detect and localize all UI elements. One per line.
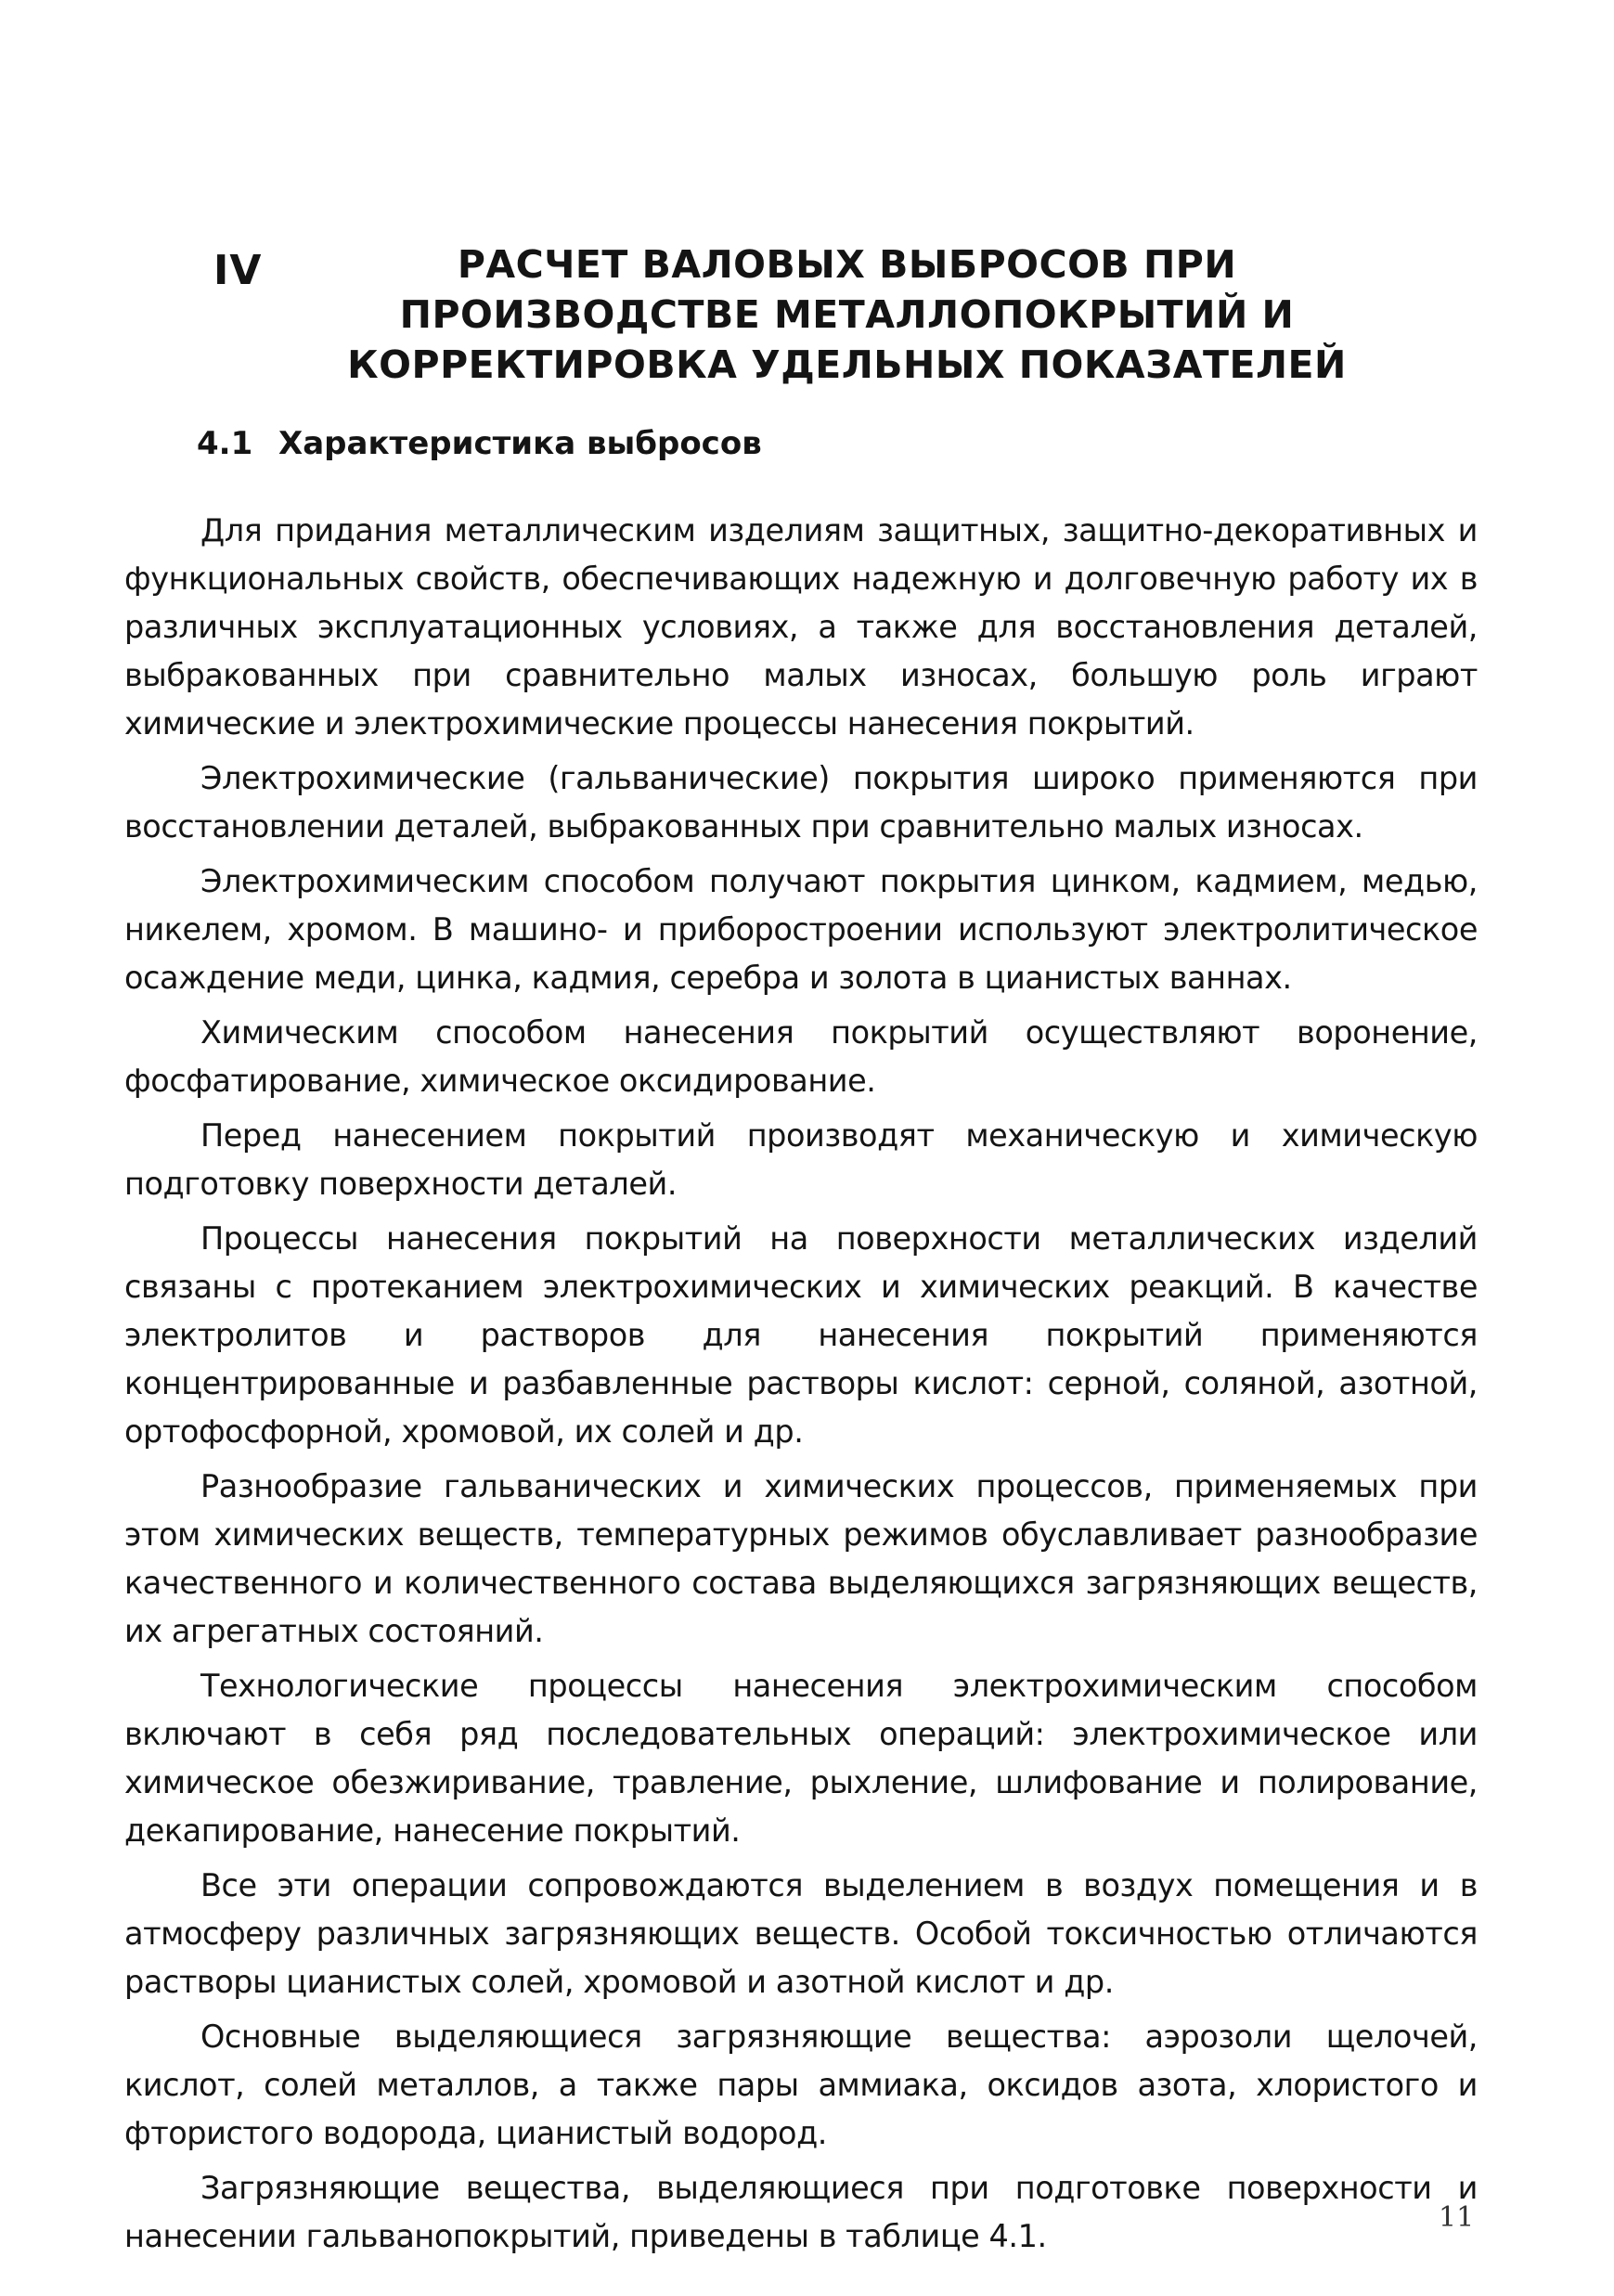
chapter-number: IV (213, 247, 263, 294)
page-number: 11 (1439, 2201, 1475, 2234)
paragraph: Перед нанесением покрытий производят механическую и химическую подготовку поверхности деталей. (124, 1117, 1478, 1202)
paragraph: Разнообразие гальванических и химических процессов, применяемых при этом химических веществ, температурных режимов обуславливает разнообразие качественного и количественного состава выделяющихся загрязняющих веществ, их агрегатных состояний. (124, 1468, 1478, 1649)
section-heading (197, 423, 762, 464)
chapter-title: РАСЧЕТ ВАЛОВЫХ ВЫБРОСОВ ПРИ ПРОИЗВОДСТВЕ МЕТАЛЛОПОКРЫТИЙ И КОРРЕКТИРОВКА УДЕЛЬНЫХ ПОКАЗАТЕЛЕЙ (347, 242, 1347, 387)
section-title: Характеристика выбросов (278, 425, 762, 462)
paragraph: Основные выделяющиеся загрязняющие вещества: аэрозоли щелочей, кислот, солей металлов, а также пары аммиака, оксидов азота, хлористого и фтористого водорода, цианистый водород. (124, 2019, 1478, 2151)
paragraph: Электрохимическим способом получают покрытия цинком, кадмием, медью, никелем, хромом. В машино- и приборостроении используют электролитическое осаждение меди, цинка, кадмия, серебра и золота в цианистых ваннах. (124, 863, 1478, 996)
paragraph: Для придания металлическим изделиям защитных, защитно-декоративных и функциональных свойств, обеспечивающих надежную и долговечную работу их в различных эксплуатационных условиях, а также для восстановления деталей, выбракованных при сравнительно малых износах, большую роль играют химические и электрохимические процессы нанесения покрытий. (124, 512, 1478, 742)
body-text (124, 507, 1478, 2267)
section-number: 4.1 (197, 425, 253, 462)
paragraph: Загрязняющие вещества, выделяющиеся при подготовке поверхности и нанесении гальванопокрытий, приведены в таблице 4.1. (124, 2170, 1478, 2254)
paragraph: Электрохимические (гальванические) покрытия широко применяются при восстановлении деталей, выбракованных при сравнительно малых износах. (124, 760, 1478, 845)
paragraph: Химическим способом нанесения покрытий осуществляют воронение, фосфатирование, химическое оксидирование. (124, 1014, 1478, 1099)
paragraph: Процессы нанесения покрытий на поверхности металлических изделий связаны с протеканием электрохимических и химических реакций. В качестве электролитов и растворов для нанесения покрытий применяются концентрированные и разбавленные растворы кислот: серной, соляной, азотной, ортофосфорной, хромовой, их солей и др. (124, 1220, 1478, 1450)
paragraph: Технологические процессы нанесения электрохимическим способом включают в себя ряд последовательных операций: электрохимическое или химическое обезжиривание, травление, рыхление, шлифование и полирование, декапирование, нанесение покрытий. (124, 1668, 1478, 1849)
chapter-heading (213, 239, 1401, 390)
paragraph: Все эти операции сопровождаются выделением в воздух помещения и в атмосферу различных загрязняющих веществ. Особой токсичностью отличаются растворы цианистых солей, хромовой и азотной кислот и др. (124, 1867, 1478, 2000)
